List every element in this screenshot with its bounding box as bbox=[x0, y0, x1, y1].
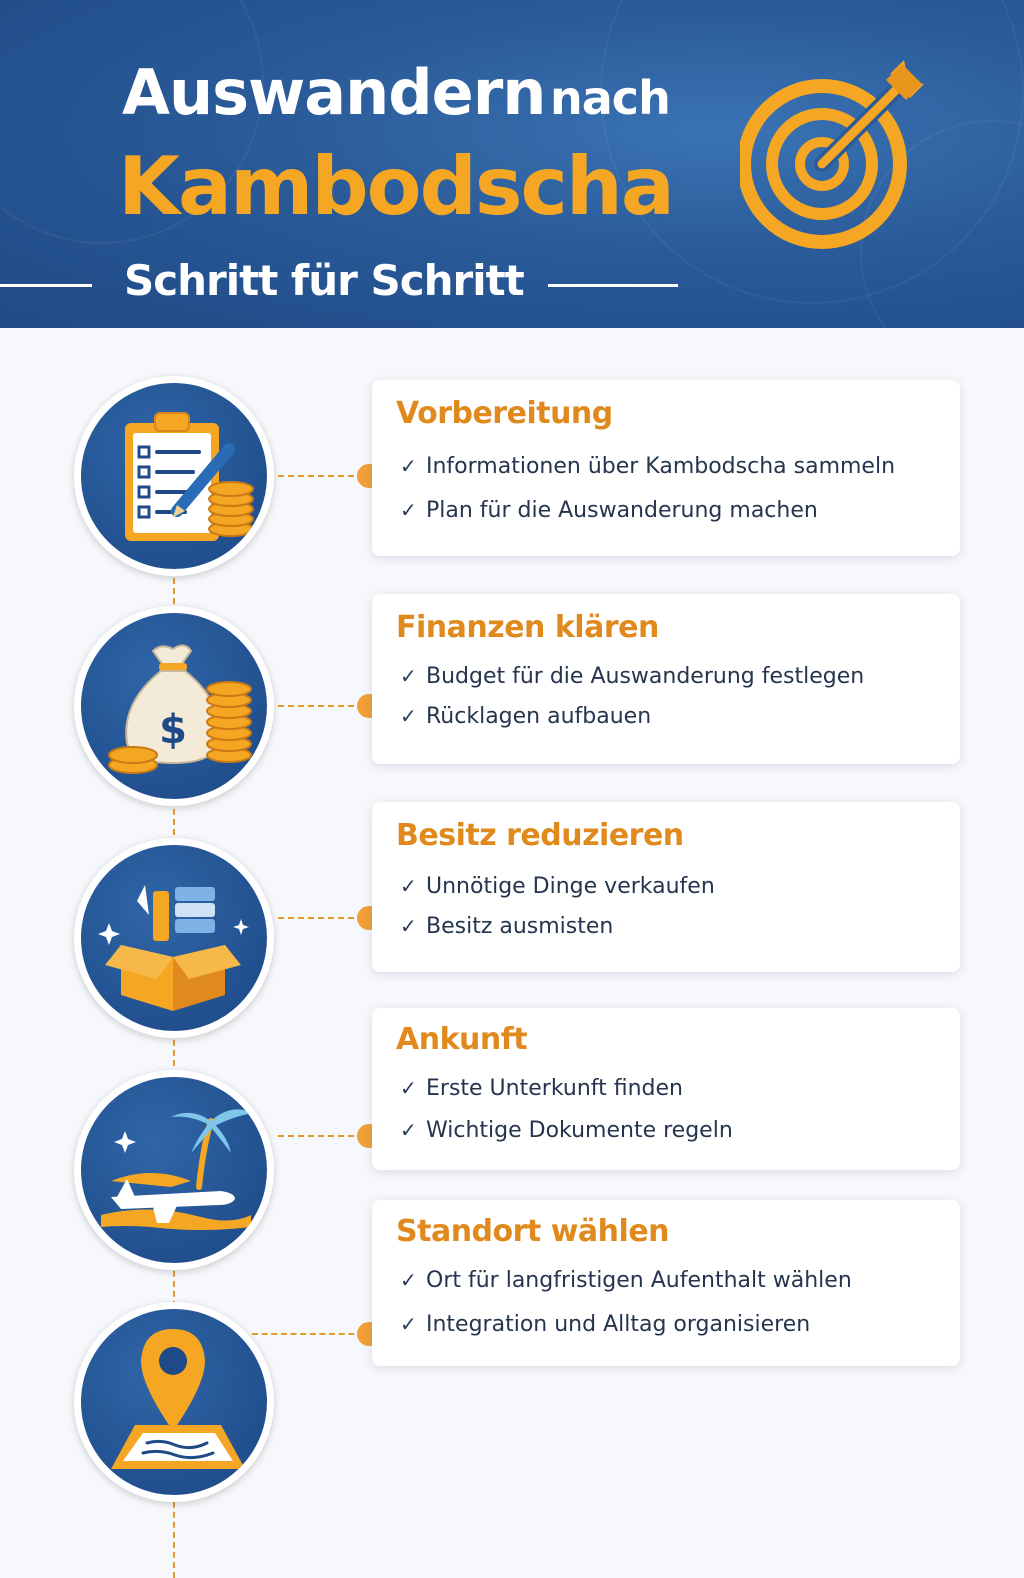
step-card bbox=[372, 594, 960, 764]
step-title: Vorbereitung bbox=[396, 396, 613, 431]
subtitle-rule-left bbox=[0, 284, 92, 287]
step-card bbox=[372, 380, 960, 556]
step-connector bbox=[278, 917, 364, 919]
checkmark-icon: ✓ bbox=[400, 664, 417, 688]
checkmark-icon: ✓ bbox=[400, 498, 417, 522]
step-card bbox=[372, 1200, 960, 1366]
steps-section bbox=[0, 328, 1024, 1536]
money-bag-coins-icon bbox=[81, 613, 267, 799]
list-item-text: Unnötige Dinge verkaufen bbox=[426, 874, 715, 899]
list-item bbox=[400, 1312, 810, 1337]
list-item-text: Besitz ausmisten bbox=[426, 914, 614, 939]
step-connector bbox=[278, 1135, 364, 1137]
step-icon-circle bbox=[74, 1070, 274, 1270]
step-card bbox=[372, 802, 960, 972]
list-item bbox=[400, 1076, 683, 1101]
step-connector bbox=[278, 705, 364, 707]
checkmark-icon: ✓ bbox=[400, 914, 417, 938]
step-title: Besitz reduzieren bbox=[396, 818, 684, 853]
svg-text:$: $ bbox=[159, 707, 187, 753]
list-item-text: Rücklagen aufbauen bbox=[426, 704, 652, 729]
target-arrow-icon bbox=[740, 54, 930, 254]
list-item-text: Informationen über Kambodscha sammeln bbox=[426, 454, 896, 479]
step-icon-circle bbox=[74, 1302, 274, 1502]
step-icon-circle bbox=[74, 838, 274, 1038]
list-item-text: Plan für die Auswanderung machen bbox=[426, 498, 818, 523]
page-title bbox=[122, 56, 670, 129]
checkmark-icon: ✓ bbox=[400, 874, 417, 898]
title-connector: nach bbox=[550, 71, 670, 125]
step-connector bbox=[278, 475, 364, 477]
step-title: Finanzen klären bbox=[396, 610, 659, 645]
step-connector bbox=[252, 1333, 364, 1335]
step-icon-circle bbox=[74, 376, 274, 576]
list-item-text: Budget für die Auswanderung festlegen bbox=[426, 664, 865, 689]
clipboard-checklist-icon bbox=[81, 383, 267, 569]
subtitle: Schritt für Schritt bbox=[124, 256, 524, 305]
airplane-palm-icon bbox=[81, 1077, 267, 1263]
checkmark-icon: ✓ bbox=[400, 454, 417, 478]
subtitle-rule-right bbox=[548, 284, 678, 287]
checkmark-icon: ✓ bbox=[400, 1118, 417, 1142]
step-icon-circle bbox=[74, 606, 274, 806]
step-title: Standort wählen bbox=[396, 1214, 670, 1249]
list-item bbox=[400, 704, 651, 729]
list-item bbox=[400, 454, 895, 479]
map-pin-icon bbox=[81, 1309, 267, 1495]
title-main: Auswandern bbox=[122, 56, 546, 129]
step-title: Ankunft bbox=[396, 1022, 528, 1057]
checkmark-icon: ✓ bbox=[400, 1076, 417, 1100]
list-item bbox=[400, 914, 613, 939]
list-item-text: Wichtige Dokumente regeln bbox=[426, 1118, 733, 1143]
checkmark-icon: ✓ bbox=[400, 1268, 417, 1292]
title-country: Kambodscha bbox=[118, 140, 673, 233]
list-item bbox=[400, 664, 864, 689]
list-item bbox=[400, 1268, 852, 1293]
list-item-text: Integration und Alltag organisieren bbox=[426, 1312, 811, 1337]
moving-box-icon bbox=[81, 845, 267, 1031]
checkmark-icon: ✓ bbox=[400, 1312, 417, 1336]
checkmark-icon: ✓ bbox=[400, 704, 417, 728]
list-item-text: Ort für langfristigen Aufenthalt wählen bbox=[426, 1268, 852, 1293]
list-item bbox=[400, 1118, 733, 1143]
list-item bbox=[400, 874, 715, 899]
list-item-text: Erste Unterkunft finden bbox=[426, 1076, 683, 1101]
list-item bbox=[400, 498, 818, 523]
step-card bbox=[372, 1008, 960, 1170]
header-banner bbox=[0, 0, 1024, 328]
